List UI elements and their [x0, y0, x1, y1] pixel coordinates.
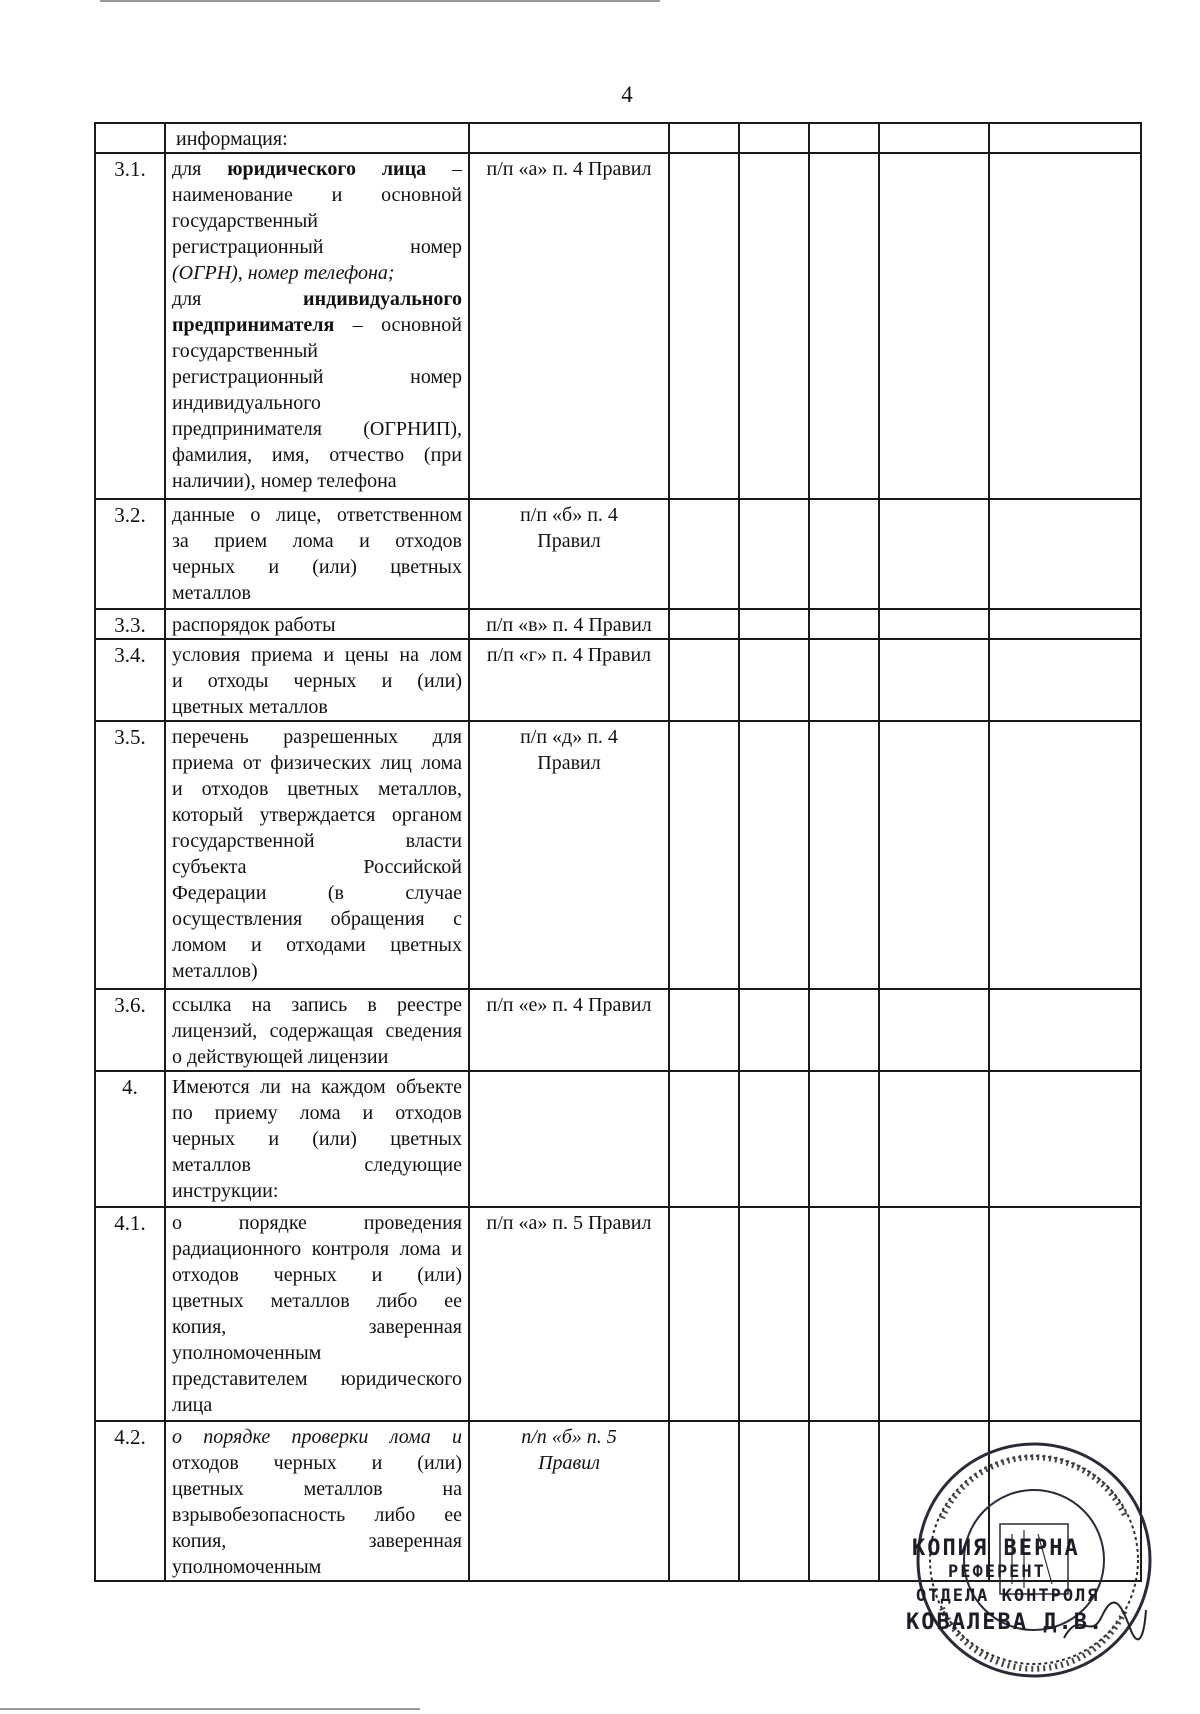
row-description	[165, 639, 469, 721]
description-line: отходов черных и (или)	[172, 1452, 462, 1474]
checklist-table	[94, 122, 1142, 1582]
empty-cell	[669, 1421, 739, 1581]
empty-cell	[739, 721, 809, 989]
ip-dash: – основной	[334, 314, 462, 336]
empty-cell	[989, 1207, 1141, 1421]
description-line: субъекта Российской	[172, 856, 462, 878]
empty-cell	[879, 153, 989, 499]
ip-label-part-2: предпринимателя	[172, 314, 335, 336]
empty-cell	[809, 1421, 879, 1581]
empty-cell	[669, 989, 739, 1071]
empty-cell	[669, 609, 739, 639]
empty-cell	[739, 1207, 809, 1421]
description-line: регистрационный номер	[172, 236, 462, 258]
description-line: инструкции:	[172, 1180, 279, 1202]
row-description	[165, 1071, 469, 1207]
row-number: 3.6.	[95, 989, 165, 1071]
description-line: взрывобезопасность либо ее	[172, 1504, 462, 1526]
empty-cell	[989, 989, 1141, 1071]
empty-cell	[879, 1207, 989, 1421]
row-reference: п/п «б» п. 5 Правил	[469, 1421, 669, 1581]
row-reference: п/п «д» п. 4 Правил	[469, 721, 669, 989]
row-reference: п/п «в» п. 4 Правил	[469, 609, 669, 639]
table-row	[95, 639, 1141, 721]
row-description	[165, 1207, 469, 1421]
empty-cell	[879, 499, 989, 609]
description-line: ссылка на запись в реестре	[172, 994, 462, 1016]
description-line: представителем юридического	[172, 1368, 462, 1390]
empty-cell	[739, 1421, 809, 1581]
table-row	[95, 1207, 1141, 1421]
ip-prefix: для	[172, 288, 304, 310]
description-line: лица	[172, 1394, 213, 1416]
empty-cell	[809, 153, 879, 499]
empty-cell	[669, 123, 739, 153]
table-row	[95, 1071, 1141, 1207]
empty-cell	[989, 721, 1141, 989]
row-description	[165, 609, 469, 639]
row-number: 4.	[95, 1071, 165, 1207]
description-line: регистрационный номер	[172, 366, 462, 388]
description-line: цветных металлов либо ее	[172, 1290, 462, 1312]
description-line: Федерации (в случае	[172, 882, 462, 904]
description-line: копия, заверенная	[172, 1316, 462, 1338]
empty-cell	[989, 123, 1141, 153]
empty-cell	[669, 1207, 739, 1421]
table-row	[95, 721, 1141, 989]
description-line: условия приема и цены на лом	[172, 644, 462, 666]
empty-cell	[739, 153, 809, 499]
description-line: предпринимателя (ОГРНИП),	[172, 418, 462, 440]
row-reference: п/п «а» п. 4 Правил	[469, 153, 669, 499]
description-line	[172, 286, 462, 312]
row-reference: п/п «а» п. 5 Правил	[469, 1207, 669, 1421]
description-line: фамилия, имя, отчество (при	[172, 444, 462, 466]
row-number: 3.3.	[95, 609, 165, 639]
description-line: и отходы черных и (или)	[172, 670, 462, 692]
description-line: Имеются ли на каждом объекте	[172, 1076, 462, 1098]
description-line: государственный	[172, 340, 318, 362]
description-line: черных и (или) цветных	[172, 1128, 462, 1150]
empty-cell	[989, 499, 1141, 609]
empty-cell	[809, 123, 879, 153]
description-line: приема от физических лиц лома	[172, 752, 462, 774]
row-description	[165, 123, 469, 153]
empty-cell	[809, 499, 879, 609]
stamp-line-department: ОТДЕЛА КОНТРОЛЯ	[916, 1586, 1100, 1606]
row-description	[165, 721, 469, 989]
empty-cell	[809, 989, 879, 1071]
row-description	[165, 153, 469, 499]
description-line: о действующей лицензии	[172, 1046, 389, 1068]
table-row	[95, 153, 1141, 499]
ip-label-part-1: индивидуального	[303, 288, 462, 310]
legal-dash: –	[426, 158, 462, 180]
scan-edge-line	[100, 0, 660, 2]
empty-cell	[669, 639, 739, 721]
description-line: уполномоченным	[172, 1556, 322, 1578]
empty-cell	[669, 1071, 739, 1207]
legal-entity-label: юридического лица	[227, 158, 427, 180]
row-number: 3.4.	[95, 639, 165, 721]
empty-cell	[879, 989, 989, 1071]
description-line: (ОГРН), номер телефона;	[172, 262, 395, 284]
row-number	[95, 123, 165, 153]
row-number: 3.2.	[95, 499, 165, 609]
description-line: металлов)	[172, 960, 258, 982]
empty-cell	[989, 609, 1141, 639]
empty-cell	[989, 1071, 1141, 1207]
description-line: и отходов цветных металлов,	[172, 778, 462, 800]
description-line: распорядок работы	[172, 614, 336, 636]
description-line: лицензий, содержащая сведения	[172, 1020, 462, 1042]
empty-cell	[669, 721, 739, 989]
row-reference: п/п «е» п. 4 Правил	[469, 989, 669, 1071]
page-number: 4	[621, 82, 633, 107]
description-line: индивидуального	[172, 392, 321, 414]
empty-cell	[739, 989, 809, 1071]
empty-cell	[879, 721, 989, 989]
row-description	[165, 1421, 469, 1581]
description-line: металлов	[172, 582, 251, 604]
table-row	[95, 123, 1141, 153]
row-number: 4.2.	[95, 1421, 165, 1581]
empty-cell	[809, 609, 879, 639]
handwritten-signature	[1060, 1598, 1150, 1648]
description-line: металлов следующие	[172, 1154, 462, 1176]
empty-cell	[879, 639, 989, 721]
row-reference	[469, 1071, 669, 1207]
row-reference: п/п «б» п. 4 Правил	[469, 499, 669, 609]
description-line: государственной власти	[172, 830, 462, 852]
empty-cell	[669, 153, 739, 499]
empty-cell	[739, 123, 809, 153]
empty-cell	[879, 609, 989, 639]
description-line: осуществления обращения с	[172, 908, 462, 930]
description-line: наличии), номер телефона	[172, 470, 397, 492]
row-reference	[469, 123, 669, 153]
description-line: перечень разрешенных для	[172, 726, 462, 748]
description-line: государственный	[172, 210, 318, 232]
description-line: отходов черных и (или)	[172, 1264, 462, 1286]
table-row	[95, 989, 1141, 1071]
scan-edge-line	[0, 1708, 420, 1710]
description-line: уполномоченным	[172, 1342, 322, 1364]
description-line: копия, заверенная	[172, 1530, 462, 1552]
row-description	[165, 499, 469, 609]
stamp-line-copy-correct: КОПИЯ ВЕРНА	[912, 1536, 1080, 1561]
description-line: данные о лице, ответственном	[172, 504, 462, 526]
table-row	[95, 499, 1141, 609]
stamp-line-referent: РЕФЕРЕНТ	[948, 1562, 1046, 1582]
description-line: о порядке проведения	[172, 1212, 462, 1234]
empty-cell	[809, 1207, 879, 1421]
empty-cell	[809, 721, 879, 989]
empty-cell	[989, 639, 1141, 721]
empty-cell	[669, 499, 739, 609]
description-line: цветных металлов на	[172, 1478, 462, 1500]
row-description	[165, 989, 469, 1071]
empty-cell	[989, 153, 1141, 499]
empty-cell	[739, 609, 809, 639]
description-line: радиационного контроля лома и	[172, 1238, 462, 1260]
stamp-line-name: КОВАЛЕВА Д.В.	[906, 1610, 1105, 1635]
description-line: по приему лома и отходов	[172, 1102, 462, 1124]
description-line: который утверждается органом	[172, 804, 462, 826]
description-line: черных и (или) цветных	[172, 556, 462, 578]
row-reference: п/п «г» п. 4 Правил	[469, 639, 669, 721]
row-number: 4.1.	[95, 1207, 165, 1421]
description-line: о порядке проверки лома и	[172, 1426, 462, 1448]
description-line: цветных металлов	[172, 696, 328, 718]
table-row	[95, 609, 1141, 639]
empty-cell	[739, 499, 809, 609]
row-number: 3.1.	[95, 153, 165, 499]
empty-cell	[739, 1071, 809, 1207]
empty-cell	[879, 1071, 989, 1207]
legal-prefix: для	[172, 158, 228, 180]
description-line: наименование и основной	[172, 184, 462, 206]
description-line: ломом и отходами цветных	[172, 934, 462, 956]
empty-cell	[809, 1071, 879, 1207]
empty-cell	[879, 123, 989, 153]
description-line	[172, 312, 462, 338]
empty-cell	[739, 639, 809, 721]
empty-cell	[809, 639, 879, 721]
description-line: информация:	[176, 128, 288, 150]
description-line	[172, 156, 462, 182]
description-line: за прием лома и отходов	[172, 530, 462, 552]
row-number: 3.5.	[95, 721, 165, 989]
